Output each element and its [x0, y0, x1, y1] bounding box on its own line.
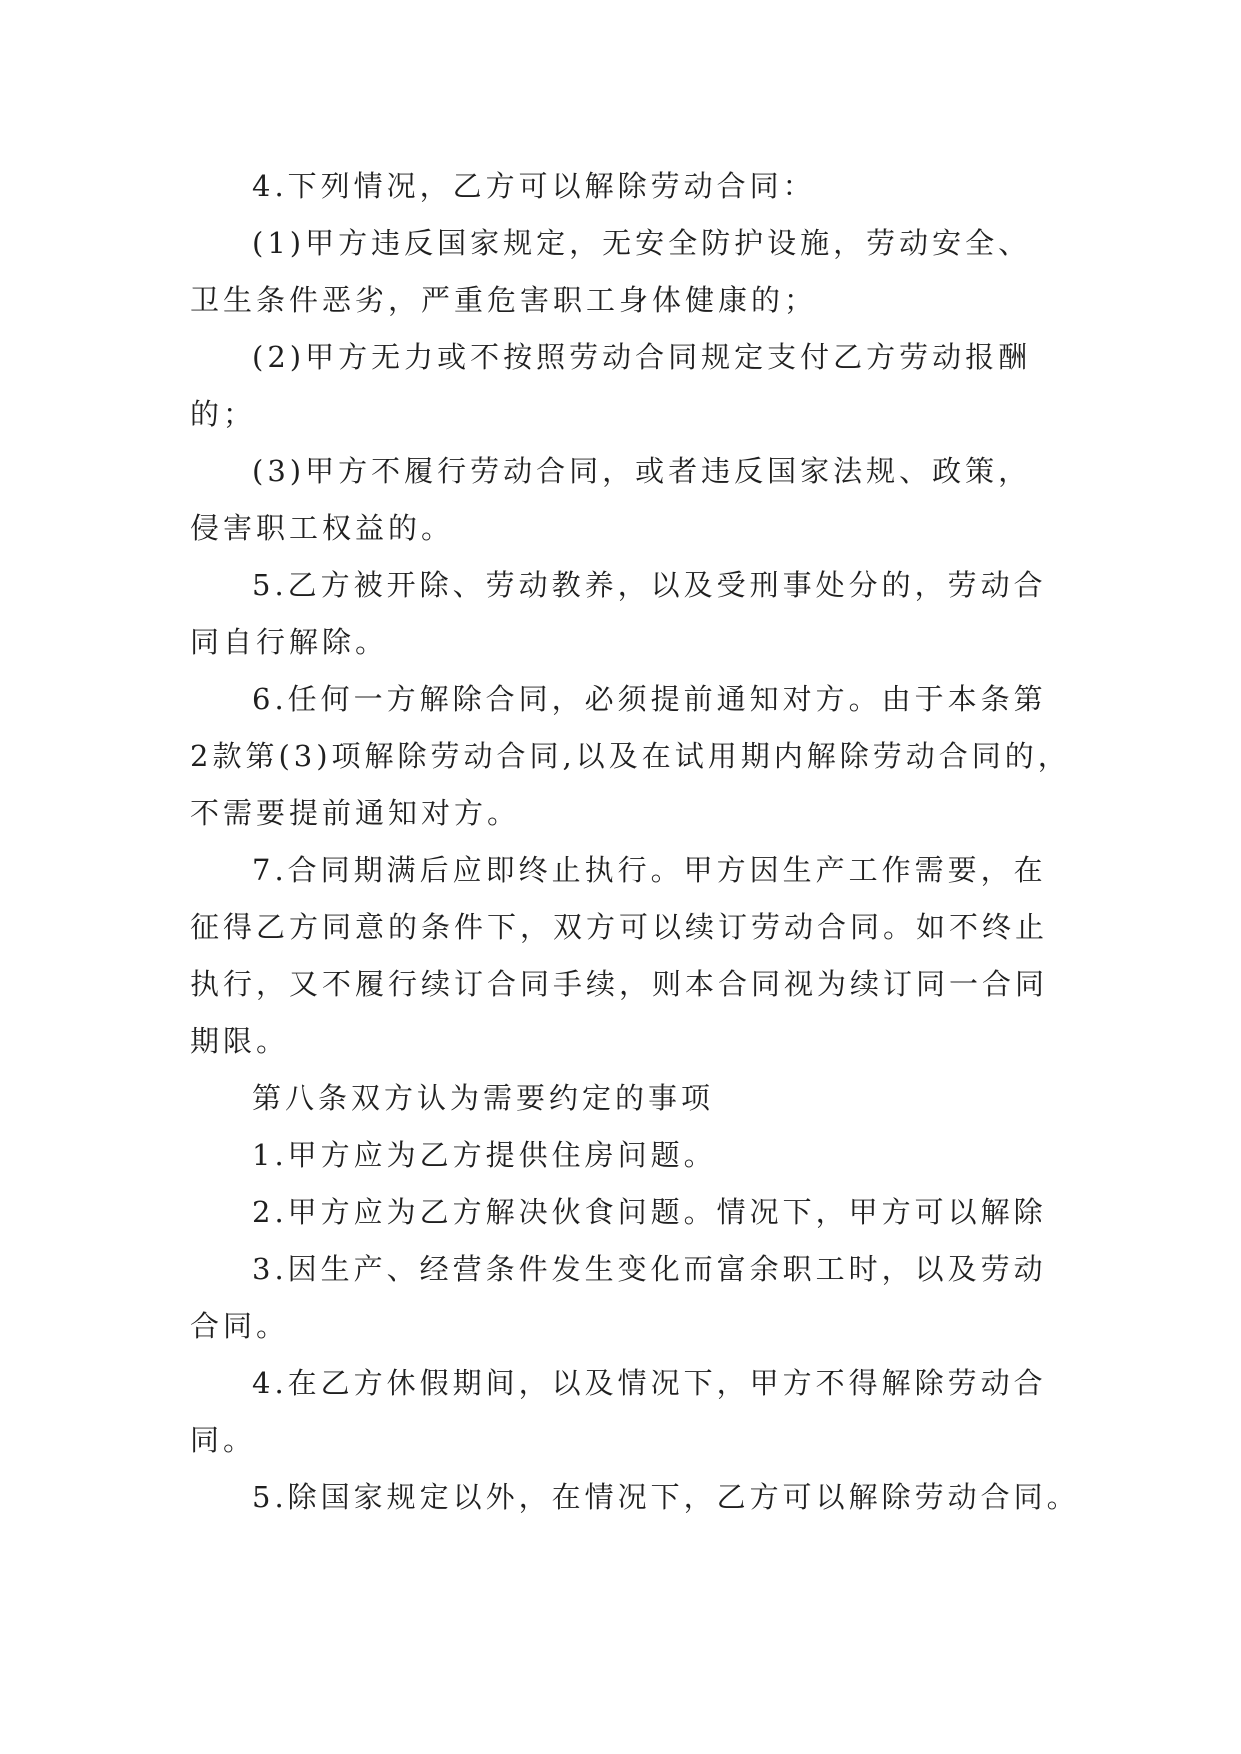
text-line: 2.甲方应为乙方解决伙食问题。情况下，甲方可以解除: [252, 1195, 1047, 1229]
section-heading-article-8: [190, 1070, 1070, 1127]
paragraph-article-8-item-1: [190, 1127, 1070, 1184]
paragraph-clause-7: [190, 842, 1070, 1070]
text-line: (2)甲方无力或不按照劳动合同规定支付乙方劳动报酬: [252, 340, 1032, 374]
text-line: 1.甲方应为乙方提供住房问题。: [252, 1138, 717, 1172]
paragraph-clause-4: [190, 158, 1070, 215]
paragraph-clause-6: [190, 671, 1070, 842]
paragraph-clause-5: [190, 557, 1070, 671]
text-line: 6.任何一方解除合同，必须提前通知对方。由于本条第: [252, 682, 1047, 716]
text-line: 4.下列情况，乙方可以解除劳动合同：: [252, 169, 816, 203]
document-body: [190, 158, 1080, 1526]
text-line: 5.乙方被开除、劳动教养，以及受刑事处分的，劳动合: [252, 568, 1047, 602]
text-line: (1)甲方违反国家规定，无安全防护设施，劳动安全、: [252, 226, 1032, 260]
text-line: (3)甲方不履行劳动合同，或者违反国家法规、政策，: [252, 454, 1032, 488]
text-line: 5.除国家规定以外，在情况下，乙方可以解除劳动合同。: [252, 1480, 1080, 1514]
paragraph-article-8-item-3: [190, 1241, 1070, 1355]
text-line: 的；: [190, 397, 257, 431]
text-line: 同。: [190, 1423, 257, 1457]
text-line: 执行，又不履行续订合同手续，则本合同视为续订同一合同: [190, 967, 1049, 1001]
text-line: 期限。: [190, 1024, 290, 1058]
paragraph-item-3: [190, 443, 1070, 557]
text-line: 第八条双方认为需要约定的事项: [252, 1081, 715, 1115]
paragraph-article-8-item-5: [190, 1469, 1080, 1526]
text-line: 征得乙方同意的条件下，双方可以续订劳动合同。如不终止: [190, 910, 1049, 944]
text-line: 侵害职工权益的。: [190, 511, 455, 545]
paragraph-item-1: [190, 215, 1070, 329]
paragraph-article-8-item-4: [190, 1355, 1070, 1469]
text-line: 不需要提前通知对方。: [190, 796, 521, 830]
text-line: 2款第(3)项解除劳动合同,以及在试用期内解除劳动合同的，: [190, 739, 1071, 773]
text-line: 同自行解除。: [190, 625, 389, 659]
text-line: 合同。: [190, 1309, 290, 1343]
text-line: 3.因生产、经营条件发生变化而富余职工时，以及劳动: [252, 1252, 1047, 1286]
paragraph-article-8-item-2: [190, 1184, 1070, 1241]
text-line: 7.合同期满后应即终止执行。甲方因生产工作需要，在: [252, 853, 1047, 887]
paragraph-item-2: [190, 329, 1070, 443]
text-line: 卫生条件恶劣，严重危害职工身体健康的；: [190, 283, 818, 317]
text-line: 4.在乙方休假期间，以及情况下，甲方不得解除劳动合: [252, 1366, 1047, 1400]
